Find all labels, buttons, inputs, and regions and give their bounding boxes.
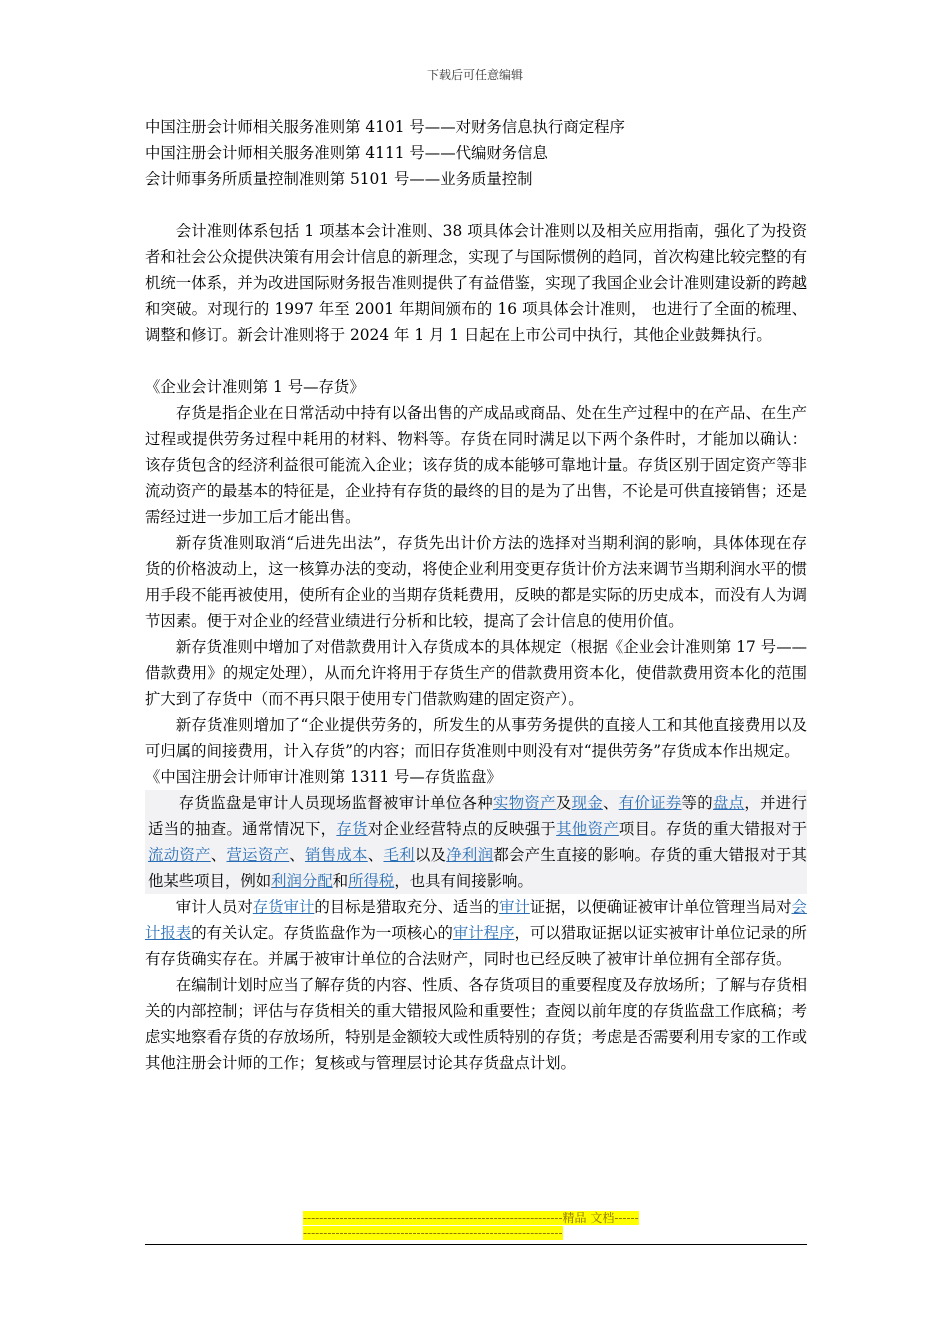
text-run: 证据，以便确证被审计单位管理当局对 — [529, 898, 792, 916]
link-cost-of-sales[interactable]: 销售成本 — [304, 846, 368, 864]
footer-watermark — [303, 1211, 639, 1241]
link-profit-distribution[interactable]: 利润分配 — [271, 872, 333, 890]
text-run: 的有关认定。存货监盘作为一项核心的 — [191, 924, 453, 942]
text-run: 和 — [332, 872, 349, 890]
text-run: 及 — [555, 794, 572, 812]
text-run: 、 — [210, 846, 227, 864]
spacer — [145, 348, 807, 374]
link-income-tax[interactable]: 所得税 — [348, 872, 395, 890]
text-run: 以及 — [414, 846, 447, 864]
audit-section-title: 《中国注册会计师审计准则第 1311 号—存货监盘》 — [145, 768, 502, 786]
audit-paragraph-1 — [145, 790, 807, 894]
link-physical-assets[interactable]: 实物资产 — [493, 794, 556, 812]
link-operating-assets[interactable]: 营运资产 — [226, 846, 290, 864]
link-inventory-audit[interactable]: 存货审计 — [252, 898, 315, 916]
page-header: 下载后可任意编辑 — [426, 68, 523, 82]
standard-line: 中国注册会计师相关服务准则第 4111 号——代编财务信息 — [145, 144, 548, 162]
text-run: 都会产生直接的影响。存货的重大错报对于其他某些项目，例如 — [148, 846, 807, 890]
text-run: ，并进行适当的抽查。通常情况下， — [148, 794, 807, 838]
link-net-profit[interactable]: 净利润 — [446, 846, 494, 864]
link-audit-procedure[interactable]: 审计程序 — [452, 924, 515, 942]
text-run: 、 — [602, 794, 619, 812]
link-other-assets[interactable]: 其他资产 — [556, 820, 619, 838]
text-run: 的目标是猎取充分、适当的 — [314, 898, 500, 916]
footer-divider — [145, 1244, 807, 1245]
audit-paragraph-2 — [145, 894, 807, 972]
audit-paragraph-3: 在编制计划时应当了解存货的内容、性质、各存货项目的重要程度及存放场所；了解与存货相关的内部控制；评估与存货相关的重大错报风险和重要性；查阅以前年度的存货监盘工作底稿；考虑实地察看存货的存放场所，特别是金额较大或性质特别的存货；考虑是否需要利用专家的工作或其他注册会计师的工作；复核或与管理层讨论其存货盘点计划。 — [145, 976, 807, 1072]
inventory-paragraph: 新存货准则取消“后进先出法”，存货先出计价方法的选择对当期利润的影响，具体体现在存货的价格波动上，这一核算办法的变动，将使企业利用变更存货计价方法来调节当期利润水平的惯用手段不能再被使用，使所有企业的当期存货耗费用，反映的都是实际的历史成本，而没有人为调节因素。便于对企业的经营业绩进行分析和比较，提高了会计信息的使用价值。 — [145, 534, 807, 630]
link-inventory[interactable]: 存货 — [336, 820, 368, 838]
link-audit[interactable]: 审计 — [499, 898, 530, 916]
link-securities[interactable]: 有价证券 — [618, 794, 682, 812]
text-run: 审计人员对 — [175, 898, 253, 916]
standard-line: 中国注册会计师相关服务准则第 4101 号——对财务信息执行商定程序 — [145, 118, 625, 136]
text-run: ，可以猎取证据以证实被审计单位记录的所有存货确实存在。并属于被审计单位的合法财产，同时也已经反映了被审计单位拥有全部存货。 — [145, 924, 807, 968]
link-cash[interactable]: 现金 — [571, 794, 603, 812]
link-financial-statements[interactable]: 会计报表 — [145, 898, 807, 942]
link-current-assets[interactable]: 流动资产 — [148, 846, 211, 864]
link-gross-profit[interactable]: 毛利 — [383, 846, 415, 864]
standard-line: 会计师事务所质量控制准则第 5101 号——业务质量控制 — [145, 170, 533, 188]
inventory-paragraph: 存货是指企业在日常活动中持有以备出售的产成品或商品、处在生产过程中的在产品、在生产过程或提供劳务过程中耗用的材料、物料等。存货在同时满足以下两个条件时，才能加以确认： 该存货包含的经济利益很可能流入企业；该存货的成本能够可靠地计量。存货区别于固定资产等非流动资产的最基本的特征是，企业持有存货的最终的目的是为了出售，不论是可供直接销售；还是需经过进一步加工后才能出售。 — [145, 404, 807, 526]
spacer — [145, 192, 807, 218]
link-stocktake[interactable]: 盘点 — [712, 794, 745, 812]
text-run: 等的 — [681, 794, 713, 812]
inventory-paragraph: 新存货准则中增加了对借款费用计入存货成本的具体规定（根据《企业会计准则第 17 号——借款费用》的规定处理），从而允许将用于存货生产的借款费用资本化，使借款费用资本化的范围扩大到了存货中（而不再只限于使用专门借款购建的固定资产）。 — [145, 638, 807, 708]
text-run: 对企业经营特点的反映强于 — [367, 820, 557, 838]
text-run: 存货监盘是审计人员现场监督被审计单位各种 — [178, 794, 493, 812]
text-run: ，也具有间接影响。 — [394, 872, 533, 890]
inventory-paragraph: 新存货准则增加了“企业提供劳务的，所发生的从事劳务提供的直接人工和其他直接费用以及可归属的间接费用，计入存货”的内容；而旧存货准则中则没有对“提供劳务”存货成本作出规定。 — [145, 716, 807, 760]
inventory-section-title: 《企业会计准则第 1 号—存货》 — [145, 378, 365, 396]
text-run: 、 — [367, 846, 384, 864]
text-run: 、 — [289, 846, 305, 864]
text-run: 项目。存货的重大错报对于 — [618, 820, 807, 838]
document-body — [145, 114, 807, 1076]
intro-paragraph: 会计准则体系包括 1 项基本会计准则、38 项具体会计准则以及相关应用指南，强化了为投资者和社会公众提供决策有用会计信息的新理念，实现了与国际惯例的趋同，首次构建比较完整的有机统一体系，并为改进国际财务报告准则提供了有益借鉴，实现了我国企业会计准则建设新的跨越和突破。对现行的 1997 年至 2001 年期间颁布的 16 项具体会计准则， 也进行了全面的梳理、调整和修订。新会计准则将于 2024 年 1 月 1 日起在上市公司中执行，其他企业鼓舞执行。 — [145, 222, 807, 344]
footer-text: ----------------------------------------------------------------精品 文档---------------------------------------------------------------------- — [303, 1211, 639, 1240]
